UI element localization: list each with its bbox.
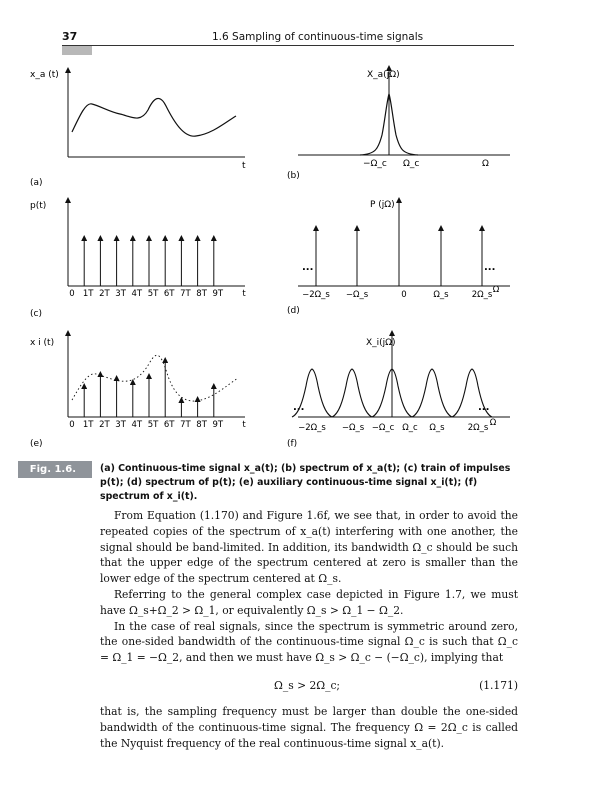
y-label: x i (t) — [30, 338, 55, 348]
panel-b — [287, 68, 510, 181]
tick-label: Ω — [489, 418, 497, 428]
dots-right: ... — [478, 402, 490, 413]
spectrum-copy — [412, 369, 452, 417]
tick-label: −Ω_s — [345, 290, 369, 300]
tick-label: 8T — [196, 289, 207, 299]
paragraph: that is, the sampling frequency must be larger than double the one-sided bandwidth of the continuous-time signal. The frequency Ω = 2Ω_c is called the Nyquist frequency of the real continuous-time signal x_a(t). — [100, 704, 518, 750]
figure-caption-label: Fig. 1.6. — [18, 461, 92, 478]
panel-label: (f) — [287, 439, 298, 449]
body-text — [100, 508, 518, 751]
equation-1-171 — [100, 672, 518, 702]
tick-label: 2Ω_s — [467, 423, 489, 433]
tick-label: 4T — [131, 289, 143, 299]
panel-label: (e) — [30, 439, 43, 449]
tick-label: 4T — [131, 420, 143, 430]
tick-label: 2T — [99, 420, 110, 430]
tick-label: Ω_c — [403, 159, 420, 169]
page-number: 37 — [62, 30, 78, 43]
y-label: X_i(jΩ) — [366, 338, 396, 348]
tick-label: −Ω_s — [341, 423, 365, 433]
header-rule — [62, 45, 514, 46]
tick-label: −Ω_c — [371, 423, 395, 433]
tick-label: 1T — [82, 420, 94, 430]
tick-label: Ω — [482, 159, 489, 169]
paragraph: Referring to the general complex case depicted in Figure 1.7, we must have Ω_s+Ω_2 > Ω_1, or equivalently Ω_s > Ω_1 − Ω_2. — [100, 587, 518, 617]
tick-label: Ω_s — [429, 423, 445, 433]
panel-label: (d) — [287, 306, 300, 316]
panel-label: (c) — [30, 309, 42, 319]
header-tab — [62, 46, 92, 55]
page-header — [0, 0, 608, 60]
x-label: t — [242, 161, 246, 171]
tick-label: 1T — [82, 289, 94, 299]
tick-label: 6T — [163, 420, 175, 430]
tick-label: −Ω_c — [363, 159, 387, 169]
tick-label: −2Ω_s — [302, 290, 330, 300]
tick-label: Ω_c — [402, 423, 418, 433]
signal-curve — [72, 98, 236, 136]
y-label: P (jΩ) — [370, 200, 395, 210]
tick-label: 0 — [69, 289, 75, 299]
dots-left: ... — [293, 402, 305, 413]
equation-number: (1.171) — [479, 678, 518, 692]
tick-label: 9T — [212, 420, 224, 430]
panel-a — [30, 70, 246, 188]
running-head: 1.6 Sampling of continuous-time signals — [212, 31, 424, 43]
panel-c — [30, 200, 246, 319]
panel-label: (a) — [30, 178, 43, 188]
panel-f — [287, 333, 510, 449]
paragraph: In the case of real signals, since the spectrum is symmetric around zero, the one-sided bandwidth of the continuous-time signal Ω_c is such that Ω_c = Ω_1 = −Ω_2, and then we must have Ω_s > Ω_c − (−Ω_c), implying that — [100, 619, 518, 665]
tick-label: t — [242, 289, 246, 299]
tick-label: 8T — [196, 420, 207, 430]
tick-label: 0 — [401, 290, 407, 300]
tick-label: 7T — [180, 289, 191, 299]
tick-label: Ω_s — [433, 290, 449, 300]
panel-label: (b) — [287, 171, 300, 181]
dots-right: ... — [484, 262, 496, 273]
paragraph: From Equation (1.170) and Figure 1.6f, we see that, in order to avoid the repeated copies of the spectrum of x_a(t) interfering with one another, the signal should be band-limited. In addition, its bandwidth Ω_c should be such that the upper edge of the spectrum centered at zero is smaller than the lower edge of the spectrum centered at Ω_s. — [100, 509, 518, 586]
tick-label: 5T — [147, 420, 159, 430]
panel-e — [30, 333, 246, 449]
tick-label: Ω — [492, 285, 500, 295]
y-label: X_a(jΩ) — [367, 70, 400, 80]
tick-label: 7T — [180, 420, 191, 430]
tick-label: 2Ω_s — [471, 290, 493, 300]
figure-caption: (a) Continuous-time signal x_a(t); (b) spectrum of x_a(t); (c) train of impulses p(t); (d) spectrum of p(t); (e) auxiliary continuous-time signal x_i(t); (f) spectrum of x_i(t). — [100, 463, 511, 502]
dots-left: ... — [302, 262, 314, 273]
tick-label: −2Ω_s — [298, 423, 326, 433]
tick-label: 3T — [115, 289, 126, 299]
spectrum-copy — [292, 369, 332, 417]
tick-label: 9T — [212, 289, 224, 299]
tick-label: 0 — [69, 420, 75, 430]
tick-label: 5T — [147, 289, 159, 299]
y-label: x_a (t) — [30, 70, 59, 80]
spectrum-copy — [452, 369, 492, 417]
equation-expression: Ω_s > 2Ω_c; — [274, 678, 341, 692]
tick-label: 3T — [115, 420, 126, 430]
tick-label: t — [242, 420, 246, 430]
y-label: p(t) — [30, 201, 47, 211]
panel-d — [287, 200, 510, 316]
figure-1-6 — [0, 60, 608, 455]
signal-envelope — [72, 355, 238, 401]
tick-label: 2T — [99, 289, 110, 299]
tick-label: 6T — [163, 289, 175, 299]
spectrum-copy — [332, 369, 372, 417]
